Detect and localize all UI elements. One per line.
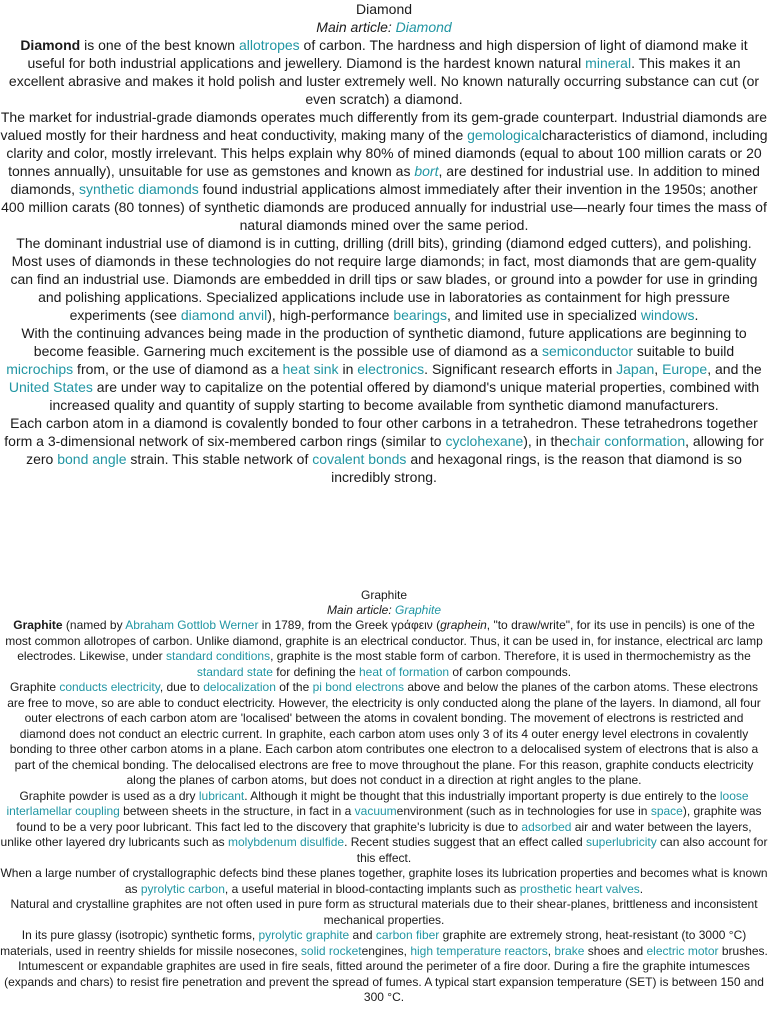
- main-article-note: [0, 603, 768, 618]
- wiki-link[interactable]: adsorbed: [521, 819, 572, 834]
- text-run: . Significant research efforts in: [424, 361, 617, 377]
- text-run: ,: [654, 361, 663, 377]
- text-run: found industrial applications almost immediately after their invention in the 1950s; another 400 million carats (80 tonnes) of synthetic diamonds are produced annually for industrial use—nearly four times the mass of natural diamonds mined over the same period.: [1, 181, 767, 233]
- wiki-link[interactable]: Abraham Gottlob Werner: [125, 618, 259, 632]
- text-run: , and the: [707, 361, 762, 377]
- graphite-paragraphs: [0, 618, 768, 1006]
- text-run: above and below the planes of the carbon atoms. These electrons are free to move, so are able to conduct electricity. However, the electricity is only conducted along the plane of the layers. In diamond, all four outer electrons of each carbon atom are 'localised' between the atoms in covalent bonding. The movement of electrons is restricted and diamond does not conduct an electric current. In graphite, each carbon atom uses only 3 of its 4 outer energy level electrons in covalently bonding to three other carbon atoms in a plane. Each carbon atom contributes one electron to a delocalised system of electrons that is also a part of the chemical bonding. The delocalised electrons are free to move throughout the plane. For this reason, graphite conducts electricity along the planes of carbon atoms, but does not conduct in a direction at right angles to the plane.: [7, 680, 761, 787]
- wiki-link[interactable]: electronics: [357, 361, 425, 377]
- wiki-link[interactable]: semiconductor: [541, 343, 634, 359]
- text-run: , a useful material in blood-contacting implants such as: [224, 881, 520, 896]
- text-run: ), high-performance: [267, 307, 394, 323]
- paragraph: [0, 234, 768, 324]
- wiki-link[interactable]: gemological: [467, 127, 542, 143]
- paragraph: [0, 108, 768, 234]
- main-article-link[interactable]: Graphite: [395, 603, 442, 617]
- text-run: .: [694, 307, 699, 323]
- wiki-link[interactable]: pyrolytic carbon: [140, 881, 225, 896]
- text-run: are under way to capitalize on the potential offered by diamond's unique material properties, combined with increased quality and quantity of supply starting to become available from synthetic diamond manufacturers.: [49, 379, 760, 413]
- paragraph: [0, 414, 768, 486]
- text-run: shoes and: [584, 943, 647, 958]
- text-run: of carbon. The hardness and high dispersion of light of diamond make it useful for both industrial applications and jewellery. Diamond is the hardest known natural: [27, 37, 748, 71]
- wiki-link[interactable]: pi bond electrons: [312, 680, 405, 694]
- wiki-link[interactable]: heat sink: [282, 361, 339, 377]
- text-run: in: [338, 361, 358, 377]
- text-run: can also account for this effect.: [356, 835, 768, 865]
- section-title: Diamond: [355, 1, 413, 17]
- text-run: The dominant industrial use of diamond is in cutting, drilling (drill bits), grinding (diamond edged cutters), and polishing. Most uses of diamonds in these technologies do not require large diamonds; in fact, most diamonds that are gem-quality can find an industrial use. Diamonds are embedded in drill tips or saw blades, or ground into a powder for use in grinding and polishing applications. Specialized applications include use in laboratories as containment for high pressure experiments (see: [10, 235, 758, 323]
- paragraph: [0, 866, 768, 897]
- wiki-link[interactable]: prosthetic heart valves: [519, 881, 640, 896]
- paragraph: [0, 36, 768, 108]
- main-article-link[interactable]: Diamond: [395, 19, 452, 35]
- text-run: of the: [275, 680, 313, 694]
- wiki-link[interactable]: electric motor: [646, 943, 719, 958]
- diamond-paragraphs: [0, 36, 768, 486]
- text-run: , graphite is the most stable form of carbon. Therefore, it is used in thermochemistry as the: [270, 649, 751, 663]
- text-run: ), graphite was found to be a very poor lubricant. This fact led to the discovery that graphite's lubricity is due to: [16, 804, 762, 834]
- text-run: suitable to build: [633, 343, 735, 359]
- wiki-link[interactable]: lubricant: [198, 788, 245, 803]
- paragraph: [0, 618, 768, 680]
- wiki-link[interactable]: Japan: [616, 361, 655, 377]
- text-run: Each carbon atom in a diamond is covalently bonded to four other carbons in a tetrahedron. These tetrahedrons together form a 3-dimensional network of six-membered carbon rings (similar to: [4, 415, 758, 449]
- paragraph: [0, 680, 768, 789]
- wiki-link[interactable]: covalent bonds: [312, 451, 407, 467]
- wiki-link[interactable]: heat of formation: [358, 664, 450, 679]
- wiki-link[interactable]: cyclohexane: [445, 433, 524, 449]
- text-run: The market for industrial-grade diamonds operates much differently from its gem-grade counterpart. Industrial diamonds are valued mostly for their hardness and heat conductivity, making many of the: [0, 109, 768, 143]
- wiki-link[interactable]: chair conformation: [569, 433, 686, 449]
- bold-term: Graphite: [13, 618, 63, 632]
- text-run: brushes.: [718, 943, 768, 958]
- diamond-section: [0, 0, 768, 486]
- paragraph: [0, 928, 768, 959]
- wiki-link[interactable]: high temperature reactors: [410, 943, 548, 958]
- wiki-link[interactable]: brake: [554, 943, 585, 958]
- wiki-link[interactable]: bearings: [393, 307, 448, 323]
- text-run: . Although it might be thought that this industrially important property is due entirely to the: [244, 788, 720, 803]
- wiki-link[interactable]: solid rocket: [300, 943, 362, 958]
- text-run: air and water between the layers, unlike other layered dry lubricants such as: [0, 819, 752, 849]
- text-run: In its pure glassy (isotropic) synthetic forms,: [21, 928, 259, 942]
- wiki-link[interactable]: delocalization: [203, 680, 276, 694]
- wiki-link[interactable]: standard state: [196, 664, 273, 679]
- text-run: for defining the: [272, 664, 359, 679]
- wiki-link[interactable]: allotropes: [238, 37, 300, 53]
- text-run: of carbon compounds.: [449, 664, 572, 679]
- paragraph: [0, 897, 768, 928]
- text-run: and hexagonal rings, is the reason that diamond is so incredibly strong.: [331, 451, 742, 485]
- main-article-note: [0, 18, 768, 36]
- wiki-link[interactable]: synthetic diamonds: [78, 181, 199, 197]
- text-run: Graphite: [9, 680, 60, 694]
- wiki-link[interactable]: standard conditions: [166, 649, 271, 663]
- bold-term: Diamond: [20, 37, 81, 53]
- paragraph: [0, 324, 768, 414]
- wiki-link[interactable]: Europe: [662, 361, 708, 377]
- text-run: strain. This stable network of: [126, 451, 313, 467]
- text-run: in 1789, from the Greek γράφειν (: [258, 618, 441, 632]
- text-run: Natural and crystalline graphites are not often used in pure form as structural materials due to their shear-planes, brittleness and inconsistent mechanical properties.: [10, 897, 758, 927]
- text-run: and: [349, 928, 376, 942]
- text-run: ,: [547, 943, 555, 958]
- text-run: Intumescent or expandable graphites are used in fire seals, fitted around the perimeter of a fire door. During a fire the graphite intumesces (expands and chars) to resist fire penetration and prevent the spread of fumes. A typical start expansion temperature (SET) is between 150 and 300 °C.: [4, 959, 764, 1004]
- text-run: , are destined for industrial use. In addition to mined diamonds,: [10, 163, 760, 197]
- text-run: engines,: [361, 943, 411, 958]
- wiki-link[interactable]: diamond anvil: [180, 307, 268, 323]
- graphite-section: [0, 588, 768, 1006]
- wiki-link[interactable]: superlubricity: [586, 835, 657, 849]
- text-run: Graphite powder is used as a dry: [19, 788, 199, 803]
- text-run: .: [639, 881, 644, 896]
- wiki-link[interactable]: vacuum: [354, 804, 397, 818]
- text-run: With the continuing advances being made in the production of synthetic diamond, future applications are beginning to become feasible. Garnering much excitement is the possible use of diamond as a: [21, 325, 747, 359]
- paragraph: [0, 789, 768, 867]
- wiki-link[interactable]: carbon fiber: [375, 928, 440, 942]
- wiki-link[interactable]: windows: [640, 307, 695, 323]
- text-run: is one of the best known: [80, 37, 239, 53]
- text-run: environment (such as in technologies for use in: [396, 804, 651, 818]
- text-run: , "to draw/write", for its use in pencils) is one of the most common allotropes of carbon. Unlike diamond, graphite is an electrical conductor. Thus, it can be used in, for instance, electrical arc lamp electrodes. Likewise, under: [5, 618, 763, 663]
- wiki-link[interactable]: conducts electricity: [59, 680, 160, 694]
- wiki-link[interactable]: bort: [414, 163, 439, 179]
- text-run: When a large number of crystallographic defects bind these planes together, graphite loses its lubrication properties and becomes what is known as: [0, 866, 768, 896]
- text-run: , due to: [159, 680, 204, 694]
- section-title: Graphite: [360, 588, 408, 602]
- italic-term: graphein: [440, 618, 487, 632]
- wiki-link[interactable]: loose interlamellar coupling: [6, 788, 749, 818]
- text-run: . Recent studies suggest that an effect called: [344, 835, 586, 849]
- wiki-link[interactable]: United States: [8, 379, 93, 395]
- wiki-link[interactable]: microchips: [6, 361, 74, 377]
- paragraph: [0, 959, 768, 1006]
- text-run: between sheets in the structure, in fact in a: [119, 804, 355, 818]
- text-run: (named by: [62, 618, 126, 632]
- wiki-link[interactable]: space: [650, 804, 683, 818]
- wiki-link[interactable]: mineral: [585, 55, 632, 71]
- main-article-prefix: Main article:: [326, 603, 395, 617]
- wiki-link[interactable]: pyrolytic graphite: [258, 928, 350, 942]
- text-run: , allowing for zero: [26, 433, 764, 467]
- text-run: from, or the use of diamond as a: [73, 361, 283, 377]
- main-article-prefix: Main article:: [316, 19, 396, 35]
- wiki-link[interactable]: bond angle: [57, 451, 127, 467]
- text-run: . This makes it an excellent abrasive and makes it hold polish and luster extremely well. No known naturally occurring substance can cut (or even scratch) a diamond.: [8, 55, 760, 107]
- text-run: , and limited use in specialized: [447, 307, 641, 323]
- text-run: ), in the: [523, 433, 570, 449]
- text-run: graphite are extremely strong, heat-resistant (to 3000 °C) materials, used in reentry shields for missile nosecones,: [0, 928, 747, 958]
- text-run: characteristics of diamond, including clarity and color, mostly irrelevant. This helps explain why 80% of mined diamonds (equal to about 100 million carats or 20 tonnes annually), unsuitable for use as gemstones and known as: [6, 127, 768, 179]
- wiki-link[interactable]: molybdenum disulfide: [228, 835, 345, 849]
